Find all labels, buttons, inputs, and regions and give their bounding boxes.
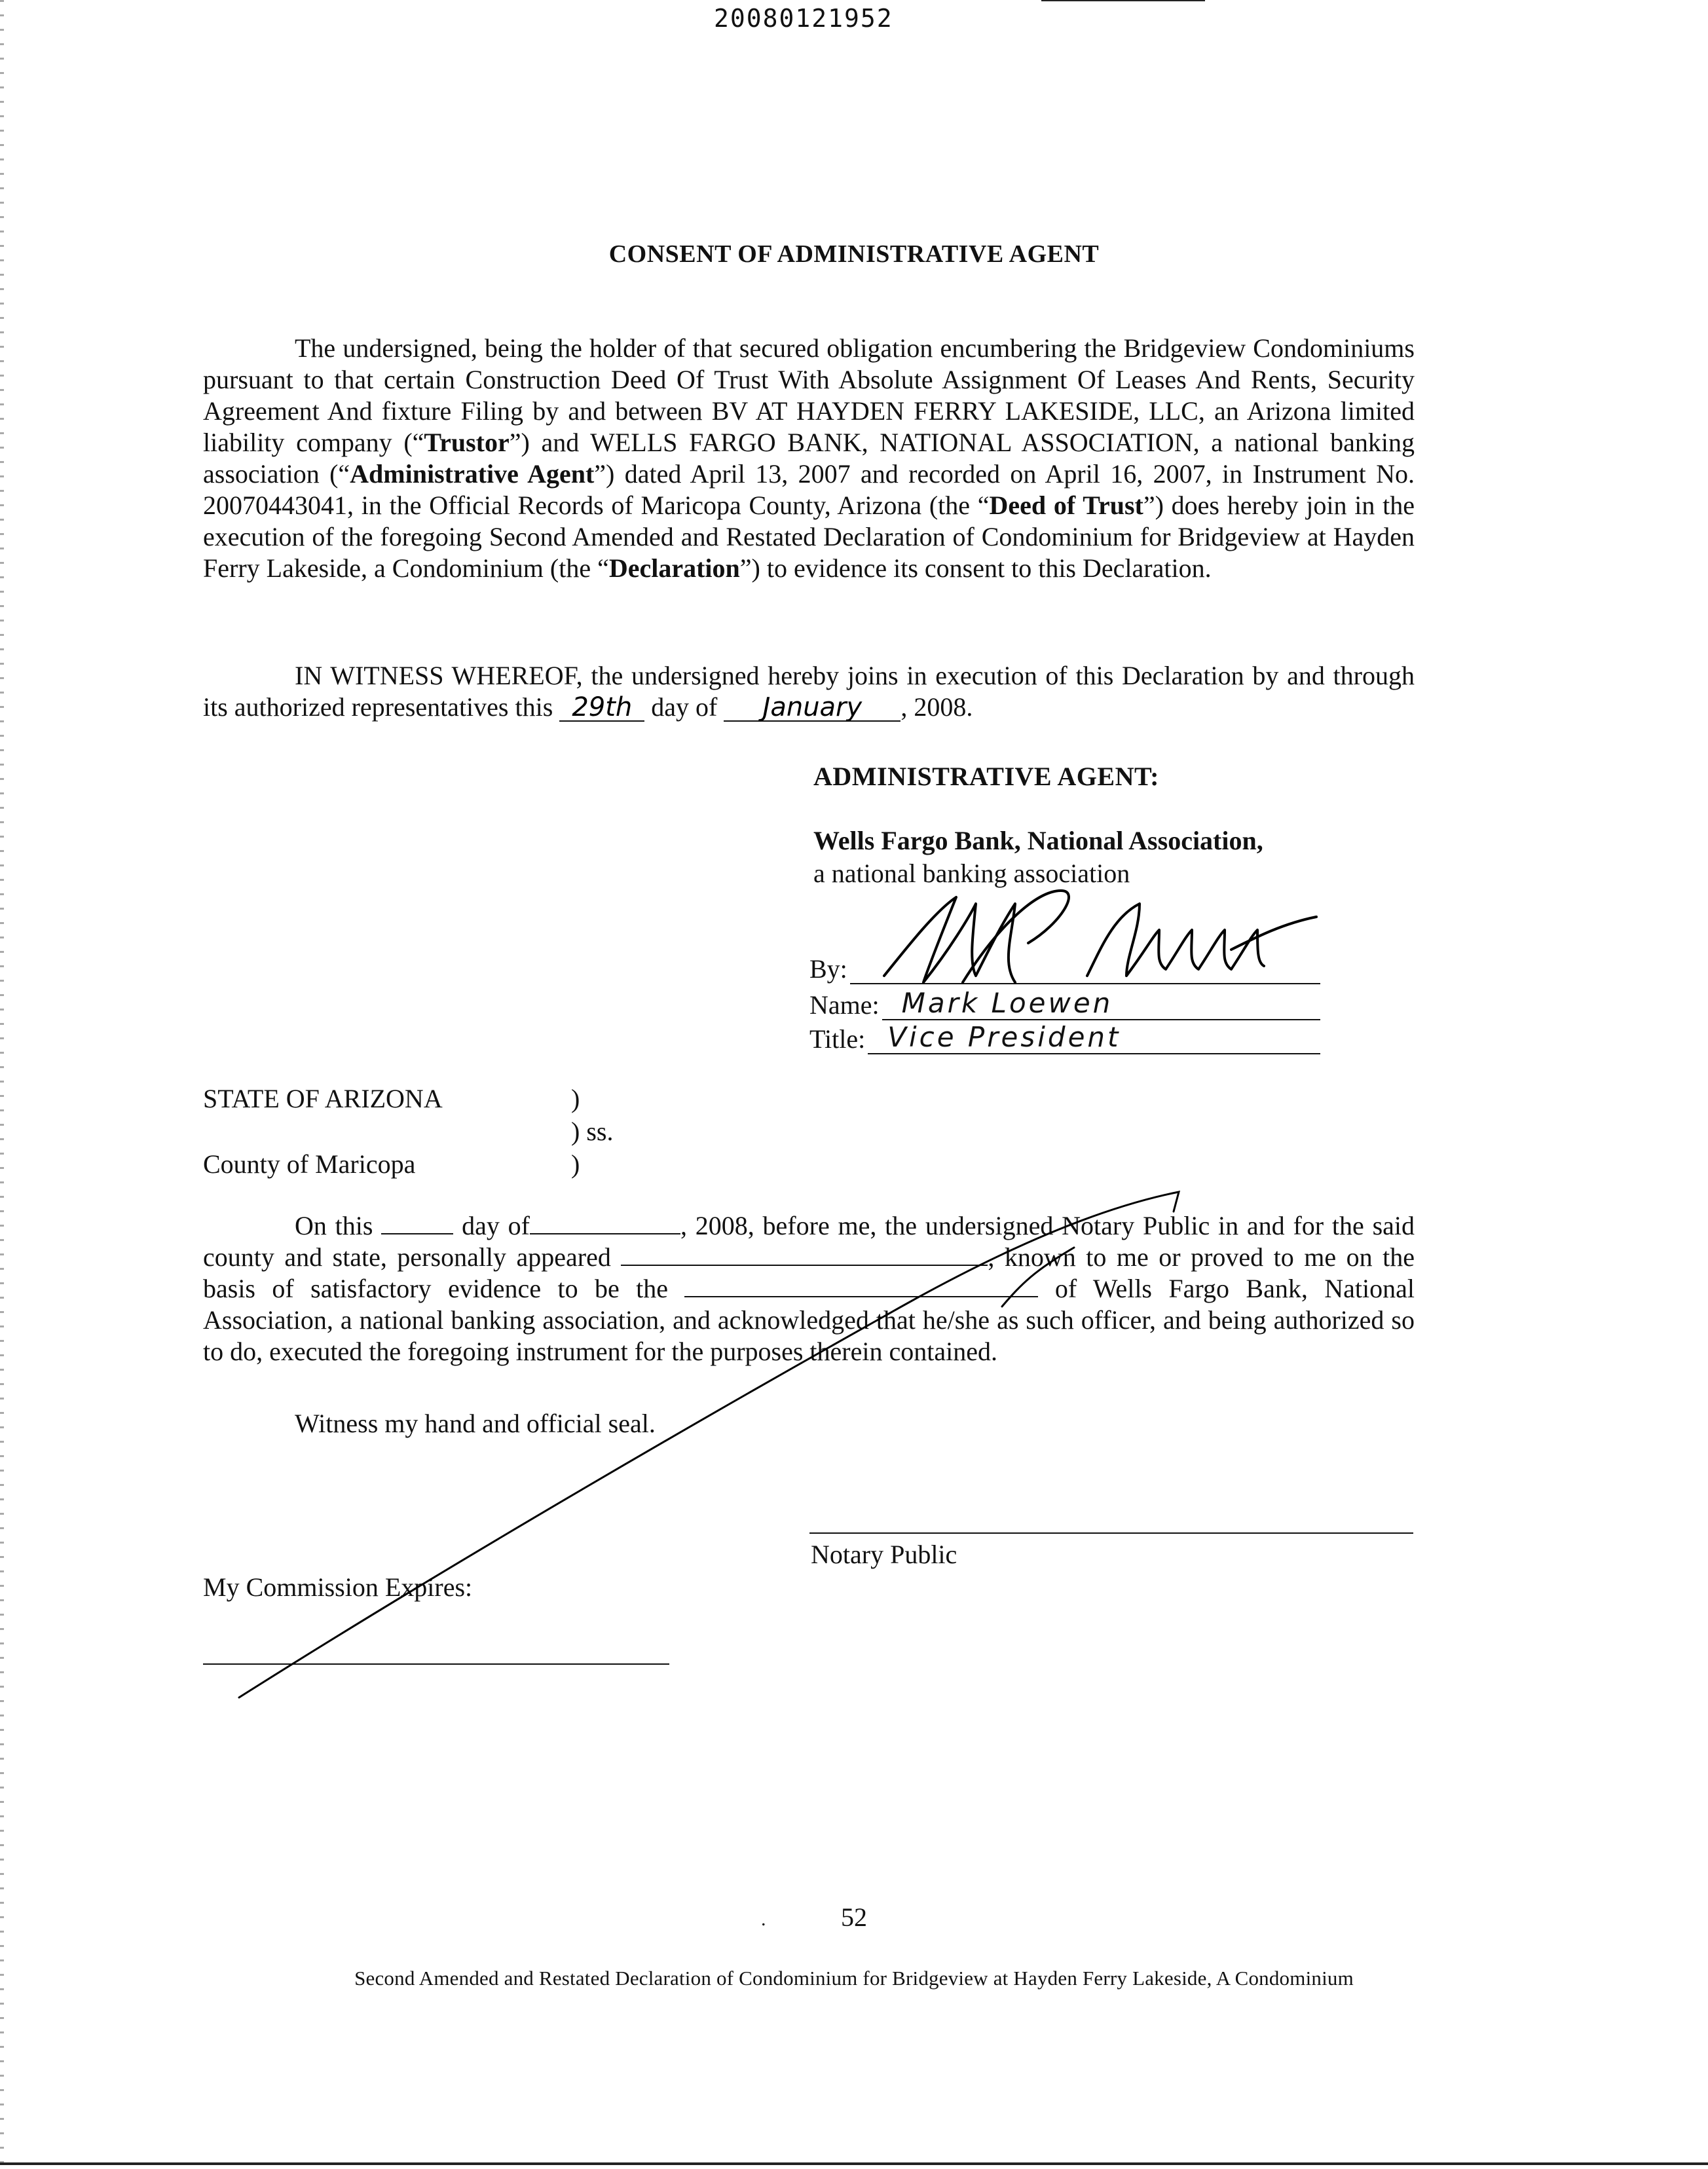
county-label: County of Maricopa (203, 1149, 416, 1179)
ack-text-e: of Wells Fargo Bank, National Association, a national banking association, and acknowledged that he/she as such officer, and being authorized so to do, executed the foregoing instrument for the purposes therein contained. (203, 1274, 1415, 1366)
venue-ss: ) ss. (571, 1117, 614, 1146)
witness-month-field: January (724, 694, 900, 722)
ack-text-c: , 2008, before me, the undersigned Notary Public in and for the said county and state, personally appeared (203, 1211, 1415, 1272)
term-trustor: Trustor (424, 428, 510, 457)
witness-day-field: 29th (559, 694, 644, 722)
venue-paren: ) (571, 1084, 580, 1113)
consent-text-d: ”) does hereby join in the execution of the foregoing Second Amended and Restated Declaration of Condominium for Bridgeview at Hayden Ferry Lakeside, a Condominium (the “ (203, 491, 1415, 583)
name-value: Mark Loewen (901, 987, 1113, 1019)
bank-description: a national banking association (813, 859, 1130, 888)
term-deed-of-trust: Deed of Trust (989, 491, 1143, 520)
ack-text-a: On this (295, 1211, 373, 1240)
notary-label: Notary Public (811, 1540, 957, 1569)
ack-text-b: day of (462, 1211, 530, 1240)
signature-heading: ADMINISTRATIVE AGENT: (813, 762, 1159, 791)
page-number: 52 (841, 1902, 867, 1932)
title-label: Title: (809, 1024, 866, 1054)
consent-text-b: ”) and WELLS FARGO BANK, NATIONAL ASSOCIATION, a national banking association (“ (203, 428, 1415, 489)
title-value: Vice President (887, 1021, 1121, 1053)
page-title: CONSENT OF ADMINISTRATIVE AGENT (608, 240, 1100, 268)
ack-text-d: , known to me or proved to me on the basis of satisfactory evidence to be the (203, 1242, 1415, 1303)
consent-text-c: ”) dated April 13, 2007 and recorded on April 16, 2007, in Instrument No. 20070443041, in the Official Records of Maricopa County, Arizona (the “ (203, 459, 1415, 520)
scan-bottom-border (0, 2162, 1708, 2165)
page-dot: . (761, 1908, 766, 1930)
consent-text-a: The undersigned, being the holder of that secured obligation encumbering the Bridgeview Condominiums pursuant to that certain Construction Deed Of Trust With Absolute Assignment Of Leases And Rents, Security Agreement And fixture Filing by and between BV AT HAYDEN FERRY LAKESIDE, LLC, an Arizona limited liability company (“ (203, 333, 1415, 457)
term-declaration: Declaration (608, 553, 740, 583)
bank-name: Wells Fargo Bank, National Association, (813, 826, 1263, 855)
witness-line: Witness my hand and official seal. (295, 1409, 656, 1438)
consent-text-e: ”) to evidence its consent to this Declaration. (739, 553, 1212, 583)
venue-paren: ) (571, 1149, 580, 1179)
witness-text-b: day of (651, 692, 718, 722)
by-label: By: (809, 954, 847, 984)
page-footer: Second Amended and Restated Declaration of Condominium for Bridgeview at Hayden Ferry Lakeside, A Condominium (354, 1967, 1354, 1990)
document-number: 20080121952 (714, 4, 893, 33)
commission-label: My Commission Expires: (203, 1572, 473, 1602)
name-label: Name: (809, 990, 880, 1020)
witness-text-a: IN WITNESS WHEREOF, the undersigned hereby joins in execution of this Declaration by and through its authorized representatives this (203, 661, 1415, 722)
witness-text-c: , 2008. (900, 692, 973, 722)
term-administrative-agent: Administrative Agent (350, 459, 595, 489)
state-label: STATE OF ARIZONA (203, 1084, 443, 1113)
